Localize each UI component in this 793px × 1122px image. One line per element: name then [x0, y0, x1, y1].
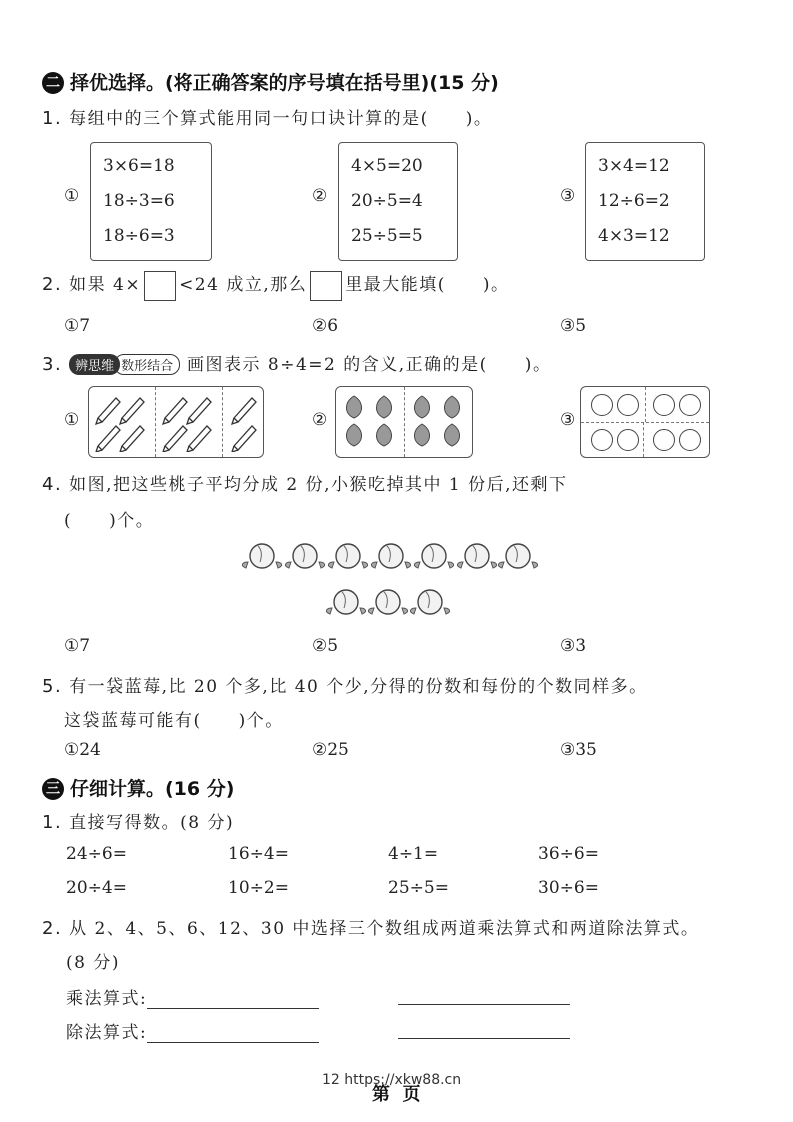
option-a[interactable]: ①24	[64, 740, 101, 760]
peach-icon	[410, 590, 449, 614]
calc-item: 16÷4=	[228, 844, 289, 864]
peach-icon	[457, 544, 496, 568]
blank-box[interactable]	[144, 271, 176, 301]
calc-item: 36÷6=	[538, 844, 599, 864]
circle-icon	[617, 394, 639, 416]
calc-item: 24÷6=	[66, 844, 127, 864]
pencil-group	[89, 387, 155, 457]
formula-box-3	[585, 142, 705, 261]
tag-shape-number: 数形结合	[114, 354, 180, 375]
tag-thinking: 辨思维	[69, 354, 120, 375]
peach-icon	[285, 544, 324, 568]
option-c[interactable]: ③5	[560, 316, 587, 336]
question-number: 3.	[42, 354, 63, 375]
answer-line[interactable]	[147, 990, 319, 1009]
section-3-title-text: 仔细计算。(16 分)	[70, 778, 235, 800]
pencil-picture	[88, 386, 264, 458]
formula-line: 18÷3=6	[103, 191, 175, 211]
divider-v	[645, 387, 646, 422]
question-number: 5.	[42, 676, 63, 697]
peach-icon	[371, 544, 410, 568]
circle-picture	[580, 386, 710, 458]
question-2	[42, 270, 510, 301]
formula-line: 3×4=12	[598, 156, 670, 176]
formula-line: 25÷5=5	[351, 226, 423, 246]
formula-line: 18÷6=3	[103, 226, 175, 246]
circle-group	[653, 429, 701, 451]
formula-line: 20÷5=4	[351, 191, 423, 211]
question-4	[42, 470, 568, 495]
peach-picture	[240, 536, 540, 620]
question-text: 每组中的三个算式能用同一句口诀计算的是( )。	[69, 109, 493, 129]
peach-icon	[326, 590, 365, 614]
circle-group	[591, 429, 639, 451]
question-text: 从 2、4、5、6、12、30 中选择三个数组成两道乘法算式和两道除法算式。	[69, 919, 700, 939]
circle-icon	[617, 429, 639, 451]
question-number: 4.	[42, 474, 63, 495]
option-c[interactable]: ③35	[560, 740, 597, 760]
circle-icon	[679, 429, 701, 451]
calc-question-2-cont: (8 分)	[66, 953, 120, 973]
peach-icon	[414, 544, 453, 568]
circle-icon	[653, 394, 675, 416]
formula-line: 4×5=20	[351, 156, 423, 176]
option-c[interactable]: ③	[560, 410, 576, 430]
pencil-icon	[92, 392, 152, 452]
pencil-group	[222, 387, 263, 457]
circle-group	[653, 394, 701, 416]
question-5	[42, 672, 648, 697]
divider-h	[581, 422, 709, 423]
formula-box-2	[338, 142, 458, 261]
formula-box-1	[90, 142, 212, 261]
calc-question-1	[42, 808, 234, 833]
question-text: 里最大能填( )。	[345, 275, 510, 295]
question-number: 2.	[42, 918, 63, 939]
circle-icon	[679, 394, 701, 416]
formula-line: 12÷6=2	[598, 191, 670, 211]
option-a[interactable]: ①7	[64, 316, 91, 336]
circle-group	[591, 394, 639, 416]
peach-icon	[368, 590, 407, 614]
leaf-group	[336, 387, 404, 457]
section-2-title	[42, 68, 499, 95]
multiplication-row	[66, 984, 319, 1009]
section-3-badge: 三	[42, 778, 64, 800]
option-a[interactable]: ①	[64, 410, 80, 430]
watermark: 12 https://xkw88.cn	[322, 1072, 462, 1088]
calc-question-2	[42, 914, 699, 939]
option-b[interactable]: ②6	[312, 316, 339, 336]
question-number: 1.	[42, 108, 63, 129]
circle-icon	[591, 429, 613, 451]
question-3	[42, 350, 551, 375]
section-2-title-text: 择优选择。(将正确答案的序号填在括号里)(15 分)	[70, 72, 499, 94]
leaf-icon	[340, 392, 400, 452]
question-text: 如果 4×	[69, 275, 142, 295]
group-2-mark: ②	[312, 186, 328, 206]
circle-icon	[591, 394, 613, 416]
question-4-cont: ( )个。	[64, 511, 155, 531]
calc-item: 4÷1=	[388, 844, 439, 864]
division-row	[66, 1018, 319, 1043]
pencil-icon	[228, 392, 258, 452]
question-number: 1.	[42, 812, 63, 833]
question-text: 直接写得数。(8 分)	[69, 813, 235, 833]
option-b[interactable]: ②25	[312, 740, 349, 760]
peach-icon	[328, 544, 367, 568]
multiplication-label: 乘法算式:	[66, 989, 148, 1009]
question-text: 画图表示 8÷4=2 的含义,正确的是( )。	[187, 355, 552, 375]
question-5-cont: 这袋蓝莓可能有( )个。	[64, 711, 284, 731]
leaf-group	[404, 387, 473, 457]
peach-icon	[242, 544, 281, 568]
option-c[interactable]: ③3	[560, 636, 587, 656]
question-text: <24 成立,那么	[179, 275, 308, 295]
option-b[interactable]: ②	[312, 410, 328, 430]
calc-item: 30÷6=	[538, 878, 599, 898]
group-3-mark: ③	[560, 186, 576, 206]
peach-icon	[498, 544, 537, 568]
formula-line: 3×6=18	[103, 156, 175, 176]
question-number: 2.	[42, 274, 63, 295]
calc-item: 10÷2=	[228, 878, 289, 898]
section-2-badge: 二	[42, 72, 64, 94]
answer-line[interactable]	[147, 1024, 319, 1043]
option-b[interactable]: ②5	[312, 636, 339, 656]
section-3-title	[42, 774, 234, 801]
question-text: 如图,把这些桃子平均分成 2 份,小猴吃掉其中 1 份后,还剩下	[69, 475, 568, 495]
leaf-picture	[335, 386, 473, 458]
answer-line[interactable]	[398, 986, 570, 1005]
pencil-group	[155, 387, 222, 457]
question-text: 有一袋蓝莓,比 20 个多,比 40 个少,分得的份数和每份的个数同样多。	[69, 677, 648, 697]
calc-item: 20÷4=	[66, 878, 127, 898]
circle-icon	[653, 429, 675, 451]
option-a[interactable]: ①7	[64, 636, 91, 656]
blank-box[interactable]	[310, 271, 342, 301]
leaf-icon	[408, 392, 468, 452]
question-1	[42, 104, 492, 129]
divider-v	[643, 422, 644, 457]
formula-line: 4×3=12	[598, 226, 670, 246]
answer-line[interactable]	[398, 1020, 570, 1039]
group-1-mark: ①	[64, 186, 80, 206]
calc-item: 25÷5=	[388, 878, 449, 898]
page-number: 第 页	[372, 1084, 421, 1105]
pencil-icon	[159, 392, 219, 452]
division-label: 除法算式:	[66, 1023, 148, 1043]
